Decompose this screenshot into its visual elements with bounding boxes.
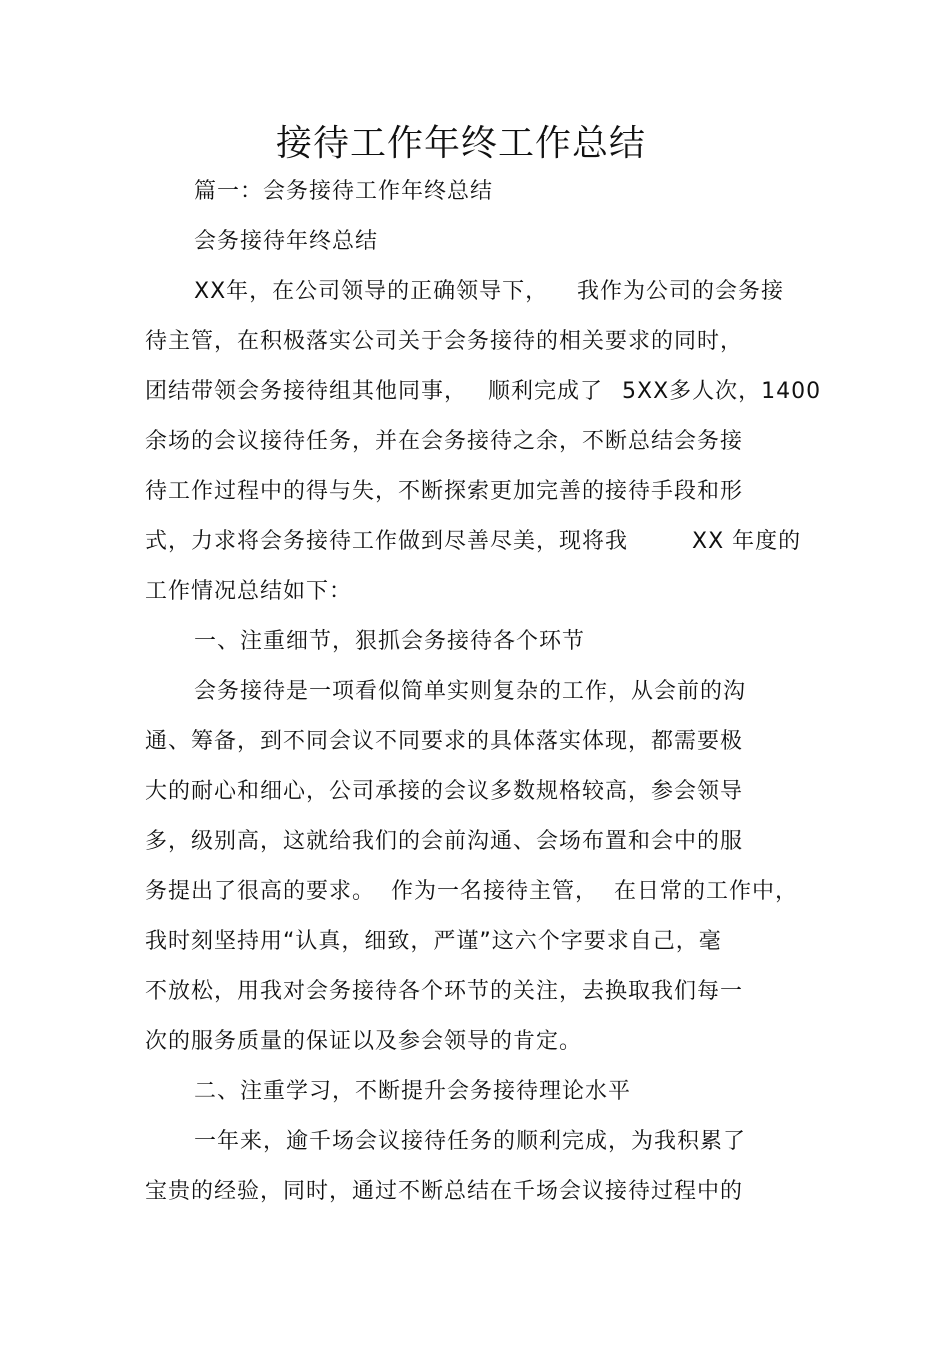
- paragraph-line: 次的服务质量的保证以及参会领导的肯定。: [145, 1029, 583, 1054]
- paragraph-line: [577, 277, 784, 307]
- text-segment: XX年，在公司领导的正确领导下，: [194, 279, 549, 304]
- paragraph-line: 团结带领会务接待组其他同事，: [145, 379, 468, 404]
- paragraph-line: 顺利完成了: [488, 379, 604, 404]
- paragraph-line: 会务接待是一项看似简单实则复杂的工作，从会前的沟: [194, 679, 747, 704]
- subheading: 会务接待年终总结: [194, 229, 379, 254]
- paragraph-line: XX 年度的: [692, 529, 802, 554]
- paragraph-line: 大的耐心和细心，公司承接的会议多数规格较高，参会领导: [145, 779, 744, 804]
- document-title: 接待工作年终工作总结: [275, 123, 646, 164]
- paragraph-line: 宝贵的经验，同时，通过不断总结在千场会议接待过程中的: [145, 1179, 744, 1204]
- paragraph-line: 通、筹备，到不同会议不同要求的具体落实体现，都需要极: [145, 729, 744, 754]
- paragraph-line: 待工作过程中的得与失，不断探索更加完善的接待手段和形: [145, 479, 744, 504]
- paragraph-line: 一年来，逾千场会议接待任务的顺利完成，为我积累了: [194, 1129, 747, 1154]
- section-heading: 一、注重细节，狠抓会务接待各个环节: [194, 629, 586, 654]
- paragraph-line: [194, 277, 548, 307]
- text-segment: 我作为公司的会务接: [577, 279, 785, 304]
- paragraph-line: 作为一名接待主管，: [391, 879, 599, 904]
- paragraph-line: 务提出了很高的要求。: [145, 879, 376, 904]
- paragraph-line: 5XX多人次，1400: [622, 379, 822, 404]
- paragraph-line: 我时刻坚持用“认真，细致，严谨”这六个字要求自己，毫: [145, 929, 722, 954]
- paragraph-line: 式，力求将会务接待工作做到尽善尽美，现将我: [145, 529, 629, 554]
- section-heading: 二、注重学习，不断提升会务接待理论水平: [194, 1079, 632, 1104]
- section-heading: 篇一：会务接待工作年终总结: [194, 179, 494, 204]
- paragraph-line: 在日常的工作中，: [614, 879, 799, 904]
- paragraph-line: 工作情况总结如下：: [145, 579, 353, 604]
- paragraph-line: 不放松，用我对会务接待各个环节的关注，去换取我们每一: [145, 979, 744, 1004]
- paragraph-line: 多，级别高，这就给我们的会前沟通、会场布置和会中的服: [145, 829, 744, 854]
- paragraph-line: 待主管，在积极落实公司关于会务接待的相关要求的同时，: [145, 329, 744, 354]
- paragraph-line: 余场的会议接待任务，并在会务接待之余，不断总结会务接: [145, 429, 744, 454]
